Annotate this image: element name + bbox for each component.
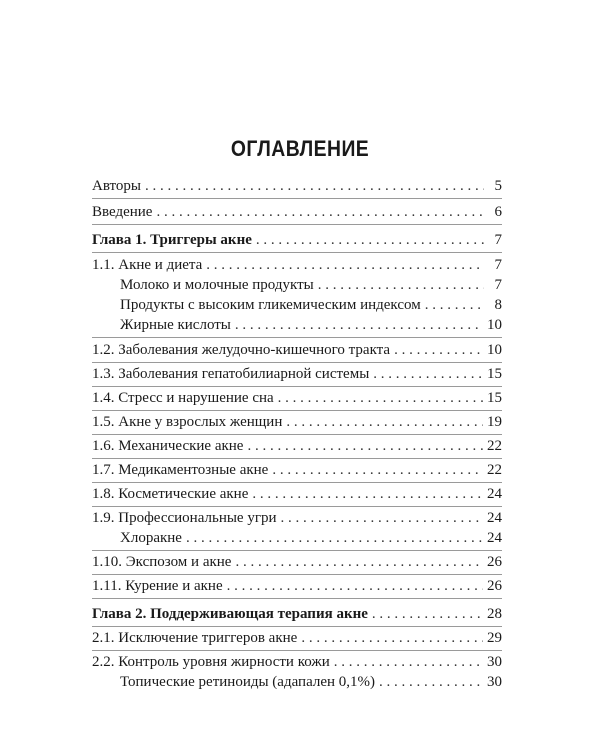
divider [92,550,502,551]
toc-subentry: Жирные кислоты . . . 10 [120,315,502,335]
toc-entry: Авторы . . . 5 [92,176,502,196]
toc-entry: 1.4. Стресс и нарушение сна . . . 15 [92,388,502,408]
toc-subentry: Продукты с высоким гликемическим индексом . . . 8 [120,295,502,315]
divider [92,506,502,507]
divider [92,434,502,435]
toc-entry: 1.6. Механические акне . . . 22 [92,436,502,456]
page-title: ОГЛАВЛЕНИЕ [230,136,370,161]
toc-entry: 1.11. Курение и акне . . . 26 [92,576,502,596]
toc-subentry: Молоко и молочные продукты . . . 7 [120,275,502,295]
divider [92,482,502,483]
toc-subentry: Хлоракне . . . 24 [120,528,502,548]
divider [92,410,502,411]
divider [92,598,502,599]
toc-chapter-entry: Глава 2. Поддерживающая терапия акне . . . 28 [92,604,502,624]
toc-chapter-entry: Глава 1. Триггеры акне . . . 7 [92,230,502,250]
toc-entry: 1.5. Акне у взрослых женщин . . . 19 [92,412,502,432]
toc-entry: 1.7. Медикаментозные акне . . . 22 [92,460,502,480]
toc-entry: 1.10. Экспозом и акне . . . 26 [92,552,502,572]
toc-entry: 1.1. Акне и диета . . . 7 [92,255,502,275]
toc-entry: 1.3. Заболевания гепатобилиарной системы . . . 15 [92,364,502,384]
divider [92,574,502,575]
divider [92,458,502,459]
toc-entry: 1.9. Профессиональные угри . . . 24 [92,508,502,528]
divider [92,362,502,363]
divider [92,650,502,651]
toc-subentry: Топические ретиноиды (адапален 0,1%) . . . 30 [120,672,502,692]
divider [92,626,502,627]
toc-entry: 1.8. Косметические акне . . . 24 [92,484,502,504]
divider [92,224,502,225]
divider [92,386,502,387]
toc-entry: 2.2. Контроль уровня жирности кожи . . . 30 [92,652,502,672]
toc-entry: 1.2. Заболевания желудочно-кишечного тракта . . . 10 [92,340,502,360]
divider [92,252,502,253]
divider [92,198,502,199]
toc-entry: 2.1. Исключение триггеров акне . . . 29 [92,628,502,648]
toc-entry: Введение . . . 6 [92,202,502,222]
